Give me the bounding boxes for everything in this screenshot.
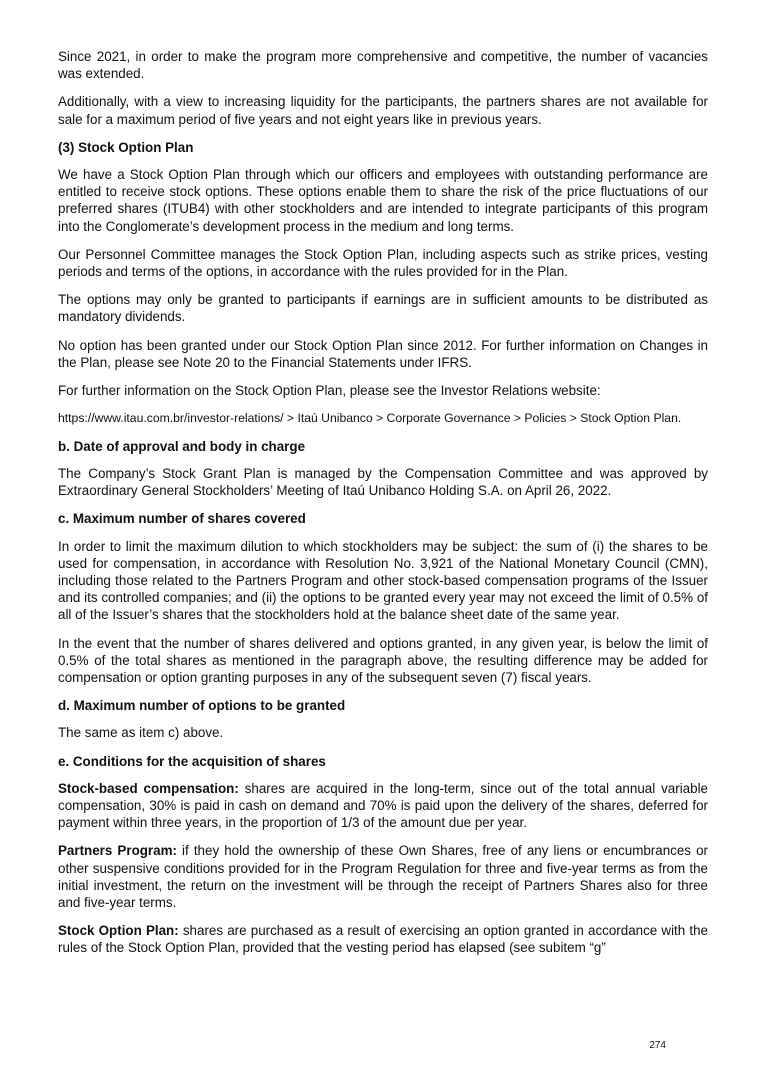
text-partners-program: if they hold the ownership of these Own Shares, free of any liens or encumbrances or other suspensive conditions provided for in the Program Regulation for three and five-year terms as from the initial investment, the return on the investment will be through the receipt of Partners Shares also for three and five-year terms. <box>58 843 708 911</box>
lead-partners-program: Partners Program: <box>58 843 177 859</box>
lead-stock-based-compensation: Stock-based compensation: <box>58 780 239 796</box>
paragraph-stock-option-intro: We have a Stock Option Plan through which our officers and employees with outstanding performance are entitled to receive stock options. These options enable them to share the risk of the price fluctuations of our preferred shares (ITUB4) with other stockholders and are intended to integrate participants of this program into the Conglomerate’s development process in the medium and long terms. <box>58 167 708 234</box>
paragraph-liquidity: Additionally, with a view to increasing liquidity for the participants, the partners shares are not available for sale for a maximum period of five years and not eight years like in previous years. <box>58 94 708 127</box>
heading-maximum-shares: c. Maximum number of shares covered <box>58 511 306 527</box>
paragraph-maximum-dilution: In order to limit the maximum dilution to which stockholders may be subject: the sum of (i) the shares to be used for compensation, in accordance with Resolution No. 3,921 of the National Monetary Council (CMN), including those related to the Partners Program and other stock-based compensation programs of the Issuer and its controlled companies; and (ii) the options to be granted every year may not exceed the limit of 0.5% of all of the Issuer’s shares that the stockholders hold at the balance sheet date of the same year. <box>58 538 708 623</box>
paragraph-partners-program <box>58 842 708 911</box>
paragraph-same-as-item-c: The same as item c) above. <box>58 725 224 741</box>
heading-date-of-approval: b. Date of approval and body in charge <box>58 438 306 454</box>
paragraph-stock-option-plan-conditions <box>58 922 708 956</box>
text-stock-option-plan: shares are purchased as a result of exercising an option granted in accordance with the rules of the Stock Option Plan, provided that the vesting period has elapsed (see subitem “g” <box>58 923 708 956</box>
heading-acquisition-conditions: e. Conditions for the acquisition of shares <box>58 753 326 769</box>
investor-relations-path: https://www.itau.com.br/investor-relations/ > Itaú Unibanco > Corporate Governance > Policies > Stock Option Plan. <box>58 411 682 426</box>
paragraph-stock-based-compensation <box>58 780 708 832</box>
paragraph-stock-grant-plan: The Company’s Stock Grant Plan is managed by the Compensation Committee and was approved by Extraordinary General Stockholders’ Meeting of Itaú Unibanco Holding S.A. on April 26, 2022. <box>58 465 708 499</box>
page-number: 274 <box>649 1040 666 1051</box>
paragraph-options-granted: The options may only be granted to participants if earnings are in sufficient amounts to be distributed as mandatory dividends. <box>58 292 708 325</box>
document-page <box>58 48 708 968</box>
paragraph-further-information: For further information on the Stock Option Plan, please see the Investor Relations website: <box>58 383 601 399</box>
paragraph-no-option-granted: No option has been granted under our Stock Option Plan since 2012. For further information on Changes in the Plan, please see Note 20 to the Financial Statements under IFRS. <box>58 337 708 370</box>
paragraph-vacancies: Since 2021, in order to make the program more comprehensive and competitive, the number of vacancies was extended. <box>58 49 708 82</box>
paragraph-personnel-committee: Our Personnel Committee manages the Stock Option Plan, including aspects such as strike prices, vesting periods and terms of the options, in accordance with the rules provided for in the Plan. <box>58 246 708 280</box>
heading-maximum-options: d. Maximum number of options to be granted <box>58 698 346 714</box>
paragraph-difference-added: In the event that the number of shares delivered and options granted, in any given year, is below the limit of 0.5% of the total shares as mentioned in the paragraph above, the resulting difference may be added for compensation or option granting purposes in any of the subsequent seven (7) fiscal years. <box>58 635 708 685</box>
text-stock-based-compensation: shares are acquired in the long-term, since out of the total annual variable compensation, 30% is paid in cash on demand and 70% is paid upon the delivery of the shares, deferred for payment within three years, in the proportion of 1/3 of the amount due per year. <box>58 780 708 831</box>
lead-stock-option-plan: Stock Option Plan: <box>58 923 179 939</box>
heading-stock-option-plan: (3) Stock Option Plan <box>58 139 194 155</box>
